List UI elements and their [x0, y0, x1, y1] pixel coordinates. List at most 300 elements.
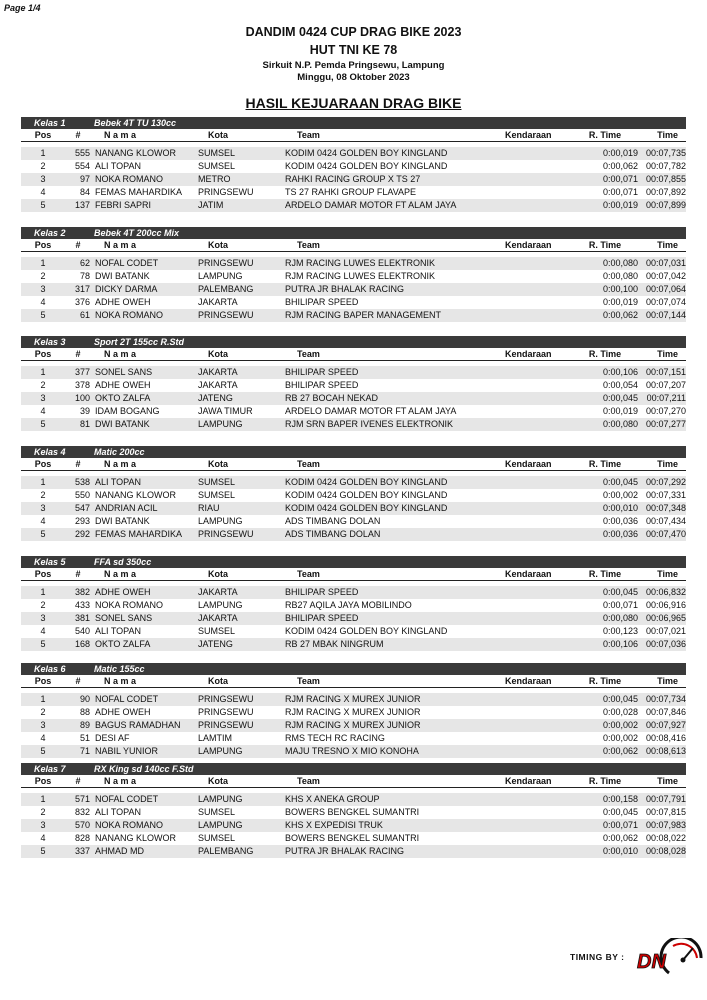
cell-no: 337 — [74, 846, 90, 856]
cell-pos: 3 — [40, 393, 46, 403]
header-time: Time — [657, 349, 678, 359]
header-kendaraan: Kendaraan — [505, 459, 552, 469]
result-rows — [21, 693, 686, 758]
cell-pos: 3 — [40, 174, 46, 184]
cell-time: 00:07,846 — [645, 707, 686, 717]
cell-kota: LAMTIM — [198, 733, 233, 743]
cell-no: 90 — [79, 694, 90, 704]
header-no: # — [75, 676, 81, 686]
header-pos: Pos — [34, 240, 52, 250]
cell-no: 100 — [74, 393, 90, 403]
cell-time: 00:07,782 — [645, 161, 686, 171]
cell-team: TS 27 RAHKI GROUP FLAVAPE — [285, 187, 417, 197]
class-name: FFA sd 350cc — [94, 557, 152, 567]
cell-kota: RIAU — [198, 503, 220, 513]
table-row — [21, 283, 686, 296]
cell-time: 00:07,144 — [645, 310, 686, 320]
cell-rtime: 0:00,106 — [602, 367, 638, 377]
cell-no: 81 — [79, 419, 90, 429]
cell-pos: 4 — [40, 297, 46, 307]
cell-pos: 4 — [40, 187, 46, 197]
header-rtime: R. Time — [588, 349, 622, 359]
cell-team: BOWERS BENGKEL SUMANTRI — [285, 807, 420, 817]
header-nama: N a m a — [104, 130, 137, 140]
cell-pos: 2 — [40, 600, 46, 610]
cell-rtime: 0:00,080 — [602, 271, 638, 281]
column-header — [21, 348, 686, 361]
table-row — [21, 366, 686, 379]
cell-time: 00:08,613 — [645, 746, 686, 756]
header-kota: Kota — [208, 459, 228, 469]
cell-time: 00:07,151 — [645, 367, 686, 377]
header-kota: Kota — [208, 349, 228, 359]
table-row — [21, 160, 686, 173]
table-row — [21, 173, 686, 186]
class-name: Bebek 4T TU 130cc — [94, 118, 177, 128]
cell-nama: DESI AF — [95, 733, 130, 743]
cell-rtime: 0:00,036 — [602, 529, 638, 539]
cell-rtime: 0:00,002 — [602, 720, 638, 730]
cell-kota: JATENG — [198, 639, 233, 649]
header-time: Time — [657, 130, 678, 140]
cell-nama: AHMAD MD — [95, 846, 144, 856]
cell-team: PUTRA JR BHALAK RACING — [285, 284, 405, 294]
result-rows — [21, 476, 686, 541]
cell-pos: 4 — [40, 626, 46, 636]
cell-time: 00:07,042 — [645, 271, 686, 281]
column-header — [21, 675, 686, 688]
cell-pos: 3 — [40, 613, 46, 623]
cell-rtime: 0:00,036 — [602, 516, 638, 526]
table-row — [21, 405, 686, 418]
cell-rtime: 0:00,019 — [602, 297, 638, 307]
class-bar — [21, 227, 686, 239]
class-number: Kelas 4 — [34, 447, 66, 457]
cell-pos: 3 — [40, 284, 46, 294]
cell-no: 538 — [74, 477, 90, 487]
class-number: Kelas 5 — [34, 557, 66, 567]
header-pos: Pos — [34, 349, 52, 359]
cell-nama: NABIL YUNIOR — [95, 746, 159, 756]
cell-rtime: 0:00,002 — [602, 490, 638, 500]
cell-time: 00:07,331 — [645, 490, 686, 500]
header-kendaraan: Kendaraan — [505, 349, 552, 359]
result-rows — [21, 366, 686, 431]
cell-nama: NOKA ROMANO — [95, 820, 164, 830]
cell-no: 828 — [74, 833, 90, 843]
cell-no: 570 — [74, 820, 90, 830]
header-nama: N a m a — [104, 676, 137, 686]
header-team: Team — [297, 776, 320, 786]
cell-time: 00:07,899 — [645, 200, 686, 210]
header-team: Team — [297, 240, 320, 250]
cell-rtime: 0:00,062 — [602, 833, 638, 843]
header-nama: N a m a — [104, 349, 137, 359]
cell-kota: JAKARTA — [198, 587, 238, 597]
header-time: Time — [657, 240, 678, 250]
cell-no: 382 — [74, 587, 90, 597]
table-row — [21, 806, 686, 819]
cell-rtime: 0:00,019 — [602, 406, 638, 416]
cell-nama: DICKY DARMA — [95, 284, 158, 294]
class-number: Kelas 3 — [34, 337, 66, 347]
header-time: Time — [657, 569, 678, 579]
cell-pos: 1 — [40, 258, 46, 268]
result-rows — [21, 793, 686, 858]
cell-nama: FEMAS MAHARDIKA — [95, 529, 183, 539]
cell-pos: 5 — [40, 846, 46, 856]
cell-pos: 1 — [40, 477, 46, 487]
class-bar — [21, 556, 686, 568]
cell-no: 571 — [74, 794, 90, 804]
cell-nama: ALI TOPAN — [95, 807, 142, 817]
cell-no: 78 — [79, 271, 90, 281]
class-number: Kelas 2 — [34, 228, 66, 238]
result-rows — [21, 586, 686, 651]
cell-time: 00:07,211 — [646, 393, 686, 403]
cell-rtime: 0:00,054 — [602, 380, 638, 390]
cell-team: RJM RACING BAPER MANAGEMENT — [285, 310, 442, 320]
class-name: Matic 155cc — [94, 664, 145, 674]
table-row — [21, 199, 686, 212]
cell-rtime: 0:00,028 — [602, 707, 638, 717]
header-kendaraan: Kendaraan — [505, 676, 552, 686]
table-row — [21, 599, 686, 612]
cell-no: 550 — [74, 490, 90, 500]
cell-no: 540 — [74, 626, 90, 636]
cell-no: 555 — [74, 148, 90, 158]
header-kota: Kota — [208, 676, 228, 686]
cell-rtime: 0:00,019 — [602, 148, 638, 158]
cell-nama: ADHE OWEH — [95, 707, 151, 717]
table-row — [21, 586, 686, 599]
cell-kota: SUMSEL — [198, 161, 236, 171]
column-header — [21, 239, 686, 252]
cell-nama: NANANG KLOWOR — [95, 490, 177, 500]
cell-nama: FEBRI SAPRI — [95, 200, 152, 210]
table-row — [21, 392, 686, 405]
header-pos: Pos — [34, 130, 52, 140]
cell-team: RJM RACING X MUREX JUNIOR — [285, 707, 421, 717]
timing-label: TIMING BY : — [570, 952, 625, 962]
header-pos: Pos — [34, 776, 52, 786]
table-row — [21, 745, 686, 758]
cell-kota: PRINGSEWU — [198, 187, 254, 197]
page-label: Page 1/4 — [4, 3, 41, 13]
cell-time: 00:07,036 — [645, 639, 686, 649]
cell-time: 00:07,270 — [645, 406, 686, 416]
cell-kota: PRINGSEWU — [198, 720, 254, 730]
header-rtime: R. Time — [588, 569, 622, 579]
cell-kota: LAMPUNG — [198, 271, 243, 281]
cell-pos: 1 — [40, 148, 46, 158]
cell-kota: SUMSEL — [198, 626, 236, 636]
cell-team: KODIM 0424 GOLDEN BOY KINGLAND — [285, 503, 448, 513]
cell-no: 381 — [74, 613, 90, 623]
cell-pos: 1 — [40, 694, 46, 704]
cell-pos: 5 — [40, 200, 46, 210]
cell-time: 00:07,021 — [645, 626, 686, 636]
logo-text: DN — [637, 951, 666, 973]
cell-kota: SUMSEL — [198, 807, 236, 817]
cell-team: KODIM 0424 GOLDEN BOY KINGLAND — [285, 477, 448, 487]
cell-team: ARDELO DAMAR MOTOR FT ALAM JAYA — [285, 200, 457, 210]
header-team: Team — [297, 459, 320, 469]
cell-nama: NANANG KLOWOR — [95, 833, 177, 843]
cell-time: 00:07,434 — [645, 516, 686, 526]
cell-kota: SUMSEL — [198, 490, 236, 500]
cell-team: BHILIPAR SPEED — [285, 613, 359, 623]
cell-team: BHILIPAR SPEED — [285, 587, 359, 597]
header-no: # — [75, 240, 81, 250]
class-section — [21, 663, 686, 758]
cell-nama: DWI BATANK — [95, 271, 150, 281]
cell-nama: NANANG KLOWOR — [95, 148, 177, 158]
header-team: Team — [297, 569, 320, 579]
cell-time: 00:07,927 — [645, 720, 686, 730]
cell-time: 00:06,832 — [645, 587, 686, 597]
cell-team: ADS TIMBANG DOLAN — [285, 529, 381, 539]
cell-team: RJM RACING X MUREX JUNIOR — [285, 720, 421, 730]
cell-time: 00:07,031 — [645, 258, 686, 268]
cell-team: RJM SRN BAPER IVENES ELEKTRONIK — [285, 419, 454, 429]
cell-pos: 2 — [40, 380, 46, 390]
cell-team: KODIM 0424 GOLDEN BOY KINGLAND — [285, 148, 448, 158]
header-time: Time — [657, 676, 678, 686]
header-kota: Kota — [208, 240, 228, 250]
table-row — [21, 732, 686, 745]
cell-kota: PRINGSEWU — [198, 310, 254, 320]
table-row — [21, 719, 686, 732]
class-bar — [21, 117, 686, 129]
cell-nama: NOKA ROMANO — [95, 600, 164, 610]
cell-rtime: 0:00,158 — [602, 794, 638, 804]
cell-rtime: 0:00,062 — [602, 310, 638, 320]
header-kota: Kota — [208, 569, 228, 579]
header-team: Team — [297, 349, 320, 359]
cell-pos: 5 — [40, 419, 46, 429]
table-row — [21, 418, 686, 431]
cell-team: RJM RACING X MUREX JUNIOR — [285, 694, 421, 704]
cell-kota: SUMSEL — [198, 148, 236, 158]
cell-nama: BAGUS RAMADHAN — [95, 720, 181, 730]
cell-nama: NOFAL CODET — [95, 258, 159, 268]
cell-nama: IDAM BOGANG — [95, 406, 160, 416]
cell-kota: JATENG — [198, 393, 233, 403]
cell-team: BHILIPAR SPEED — [285, 297, 359, 307]
cell-time: 00:07,892 — [645, 187, 686, 197]
header-pos: Pos — [34, 459, 52, 469]
header-no: # — [75, 349, 81, 359]
cell-no: 433 — [74, 600, 90, 610]
cell-kota: JAKARTA — [198, 613, 238, 623]
class-section — [21, 763, 686, 858]
header-rtime: R. Time — [588, 676, 622, 686]
cell-rtime: 0:00,045 — [602, 587, 638, 597]
class-section — [21, 117, 686, 212]
cell-rtime: 0:00,071 — [602, 600, 638, 610]
cell-time: 00:08,028 — [645, 846, 686, 856]
cell-rtime: 0:00,019 — [602, 200, 638, 210]
table-row — [21, 638, 686, 651]
cell-team: RB 27 MBAK NINGRUM — [285, 639, 384, 649]
results-heading: HASIL KEJUARAAN DRAG BIKE — [245, 95, 462, 111]
cell-time: 00:07,815 — [645, 807, 686, 817]
cell-kota: LAMPUNG — [198, 600, 243, 610]
cell-kota: JAKARTA — [198, 367, 238, 377]
cell-nama: ADHE OWEH — [95, 587, 151, 597]
cell-kota: METRO — [198, 174, 231, 184]
cell-rtime: 0:00,080 — [602, 419, 638, 429]
header-team: Team — [297, 130, 320, 140]
cell-team: KODIM 0424 GOLDEN BOY KINGLAND — [285, 490, 448, 500]
header-team: Team — [297, 676, 320, 686]
cell-nama: NOFAL CODET — [95, 794, 159, 804]
cell-time: 00:07,983 — [645, 820, 686, 830]
cell-no: 71 — [79, 746, 90, 756]
event-title: DANDIM 0424 CUP DRAG BIKE 2023 — [245, 25, 462, 39]
header-kendaraan: Kendaraan — [505, 130, 552, 140]
cell-team: RJM RACING LUWES ELEKTRONIK — [285, 271, 436, 281]
cell-kota: LAMPUNG — [198, 516, 243, 526]
cell-kota: PALEMBANG — [198, 846, 254, 856]
cell-team: KHS X EXPEDISI TRUK — [285, 820, 383, 830]
cell-nama: OKTO ZALFA — [95, 393, 151, 403]
cell-no: 554 — [74, 161, 90, 171]
result-rows — [21, 147, 686, 212]
cell-no: 89 — [79, 720, 90, 730]
cell-team: ARDELO DAMAR MOTOR FT ALAM JAYA — [285, 406, 457, 416]
cell-nama: ADHE OWEH — [95, 297, 151, 307]
header-kendaraan: Kendaraan — [505, 240, 552, 250]
class-name: Bebek 4T 200cc Mix — [94, 228, 180, 238]
cell-team: RAHKI RACING GROUP X TS 27 — [285, 174, 421, 184]
cell-pos: 3 — [40, 720, 46, 730]
cell-pos: 5 — [40, 639, 46, 649]
cell-kota: SUMSEL — [198, 833, 236, 843]
cell-kota: SUMSEL — [198, 477, 236, 487]
header-time: Time — [657, 776, 678, 786]
cell-no: 168 — [74, 639, 90, 649]
cell-time: 00:07,348 — [645, 503, 686, 513]
header-kota: Kota — [208, 776, 228, 786]
class-section — [21, 446, 686, 541]
column-header — [21, 458, 686, 471]
cell-kota: PRINGSEWU — [198, 707, 254, 717]
table-row — [21, 819, 686, 832]
cell-no: 377 — [74, 367, 90, 377]
cell-team: RB27 AQILA JAYA MOBILINDO — [285, 600, 412, 610]
cell-nama: ALI TOPAN — [95, 626, 142, 636]
class-number: Kelas 6 — [34, 664, 66, 674]
event-venue: Sirkuit N.P. Pemda Pringsewu, Lampung — [262, 60, 445, 71]
header-kendaraan: Kendaraan — [505, 776, 552, 786]
cell-pos: 2 — [40, 807, 46, 817]
cell-pos: 4 — [40, 516, 46, 526]
table-row — [21, 257, 686, 270]
cell-no: 293 — [74, 516, 90, 526]
cell-pos: 4 — [40, 733, 46, 743]
header-rtime: R. Time — [588, 130, 622, 140]
cell-time: 00:07,292 — [645, 477, 686, 487]
cell-time: 00:07,734 — [645, 694, 686, 704]
table-row — [21, 296, 686, 309]
class-bar — [21, 336, 686, 348]
cell-kota: PRINGSEWU — [198, 529, 254, 539]
header-pos: Pos — [34, 569, 52, 579]
cell-rtime: 0:00,045 — [602, 393, 638, 403]
cell-time: 00:06,916 — [645, 600, 686, 610]
cell-kota: LAMPUNG — [198, 746, 243, 756]
cell-team: KHS X ANEKA GROUP — [285, 794, 380, 804]
cell-no: 832 — [74, 807, 90, 817]
header-nama: N a m a — [104, 240, 137, 250]
cell-pos: 3 — [40, 820, 46, 830]
cell-no: 97 — [79, 174, 90, 184]
cell-time: 00:07,064 — [645, 284, 686, 294]
event-subtitle: HUT TNI KE 78 — [309, 43, 398, 57]
header-rtime: R. Time — [588, 240, 622, 250]
cell-rtime: 0:00,045 — [602, 477, 638, 487]
cell-no: 292 — [74, 529, 90, 539]
header-kota: Kota — [208, 130, 228, 140]
cell-pos: 4 — [40, 406, 46, 416]
cell-pos: 5 — [40, 310, 46, 320]
class-section — [21, 556, 686, 651]
cell-time: 00:07,470 — [645, 529, 686, 539]
cell-time: 00:07,074 — [645, 297, 686, 307]
column-header — [21, 568, 686, 581]
cell-nama: SONEL SANS — [95, 367, 153, 377]
cell-pos: 4 — [40, 833, 46, 843]
cell-nama: NOKA ROMANO — [95, 310, 164, 320]
cell-no: 317 — [74, 284, 90, 294]
header-no: # — [75, 130, 81, 140]
header-kendaraan: Kendaraan — [505, 569, 552, 579]
cell-rtime: 0:00,080 — [602, 258, 638, 268]
cell-kota: PALEMBANG — [198, 284, 254, 294]
cell-rtime: 0:00,071 — [602, 820, 638, 830]
cell-team: BHILIPAR SPEED — [285, 380, 359, 390]
header-no: # — [75, 459, 81, 469]
cell-no: 547 — [74, 503, 90, 513]
cell-rtime: 0:00,123 — [602, 626, 638, 636]
cell-pos: 2 — [40, 490, 46, 500]
class-name: Matic 200cc — [94, 447, 145, 457]
cell-kota: LAMPUNG — [198, 419, 243, 429]
cell-rtime: 0:00,002 — [602, 733, 638, 743]
cell-kota: PRINGSEWU — [198, 258, 254, 268]
table-row — [21, 476, 686, 489]
cell-nama: OKTO ZALFA — [95, 639, 151, 649]
cell-kota: LAMPUNG — [198, 794, 243, 804]
cell-kota: JAKARTA — [198, 297, 238, 307]
class-name: Sport 2T 155cc R.Std — [94, 337, 185, 347]
table-row — [21, 270, 686, 283]
cell-no: 84 — [79, 187, 90, 197]
cell-time: 00:06,965 — [645, 613, 686, 623]
table-row — [21, 186, 686, 199]
cell-time: 00:07,791 — [645, 794, 686, 804]
cell-time: 00:07,207 — [645, 380, 686, 390]
cell-nama: NOFAL CODET — [95, 694, 159, 704]
cell-time: 00:07,277 — [645, 419, 686, 429]
cell-team: MAJU TRESNO X MIO KONOHA — [285, 746, 419, 756]
cell-no: 62 — [79, 258, 90, 268]
class-bar — [21, 663, 686, 675]
class-number: Kelas 7 — [34, 764, 66, 774]
cell-no: 39 — [79, 406, 90, 416]
